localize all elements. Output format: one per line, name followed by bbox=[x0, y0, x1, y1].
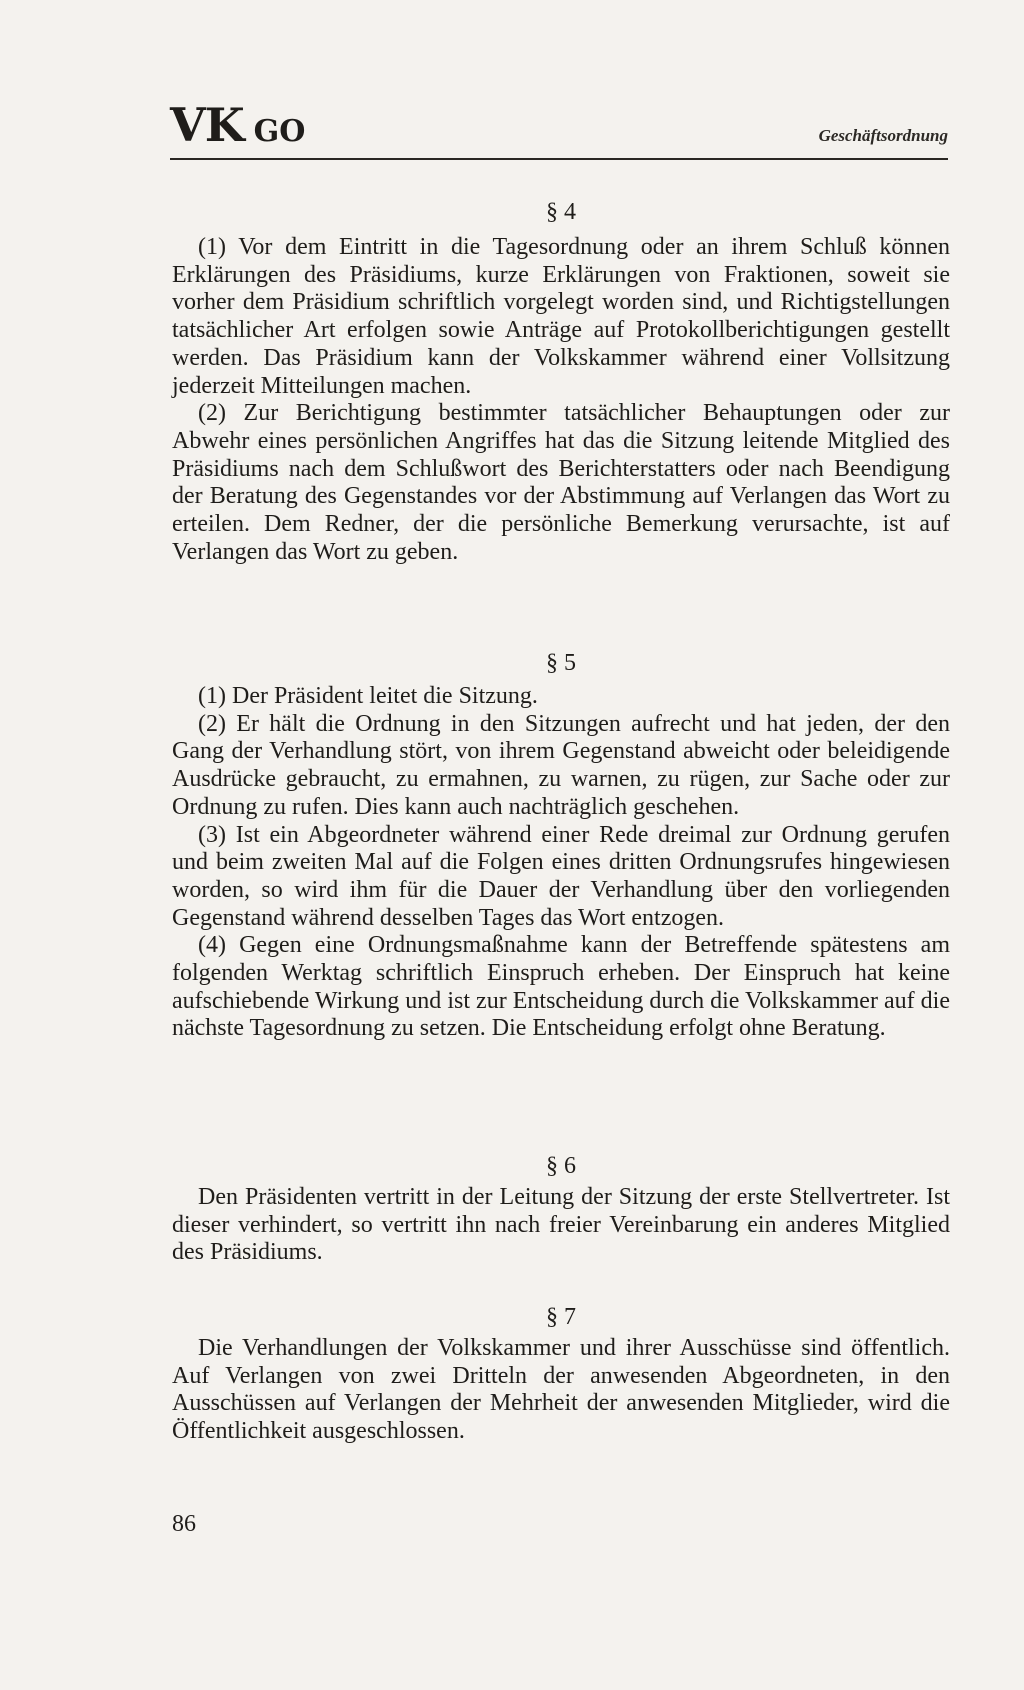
paragraph: (4) Gegen eine Ordnungsmaßnahme kann der Betreffende spätestens am folgenden Werktag schriftlich Einspruch erheben. Der Einspruch hat keine aufschiebende Wirkung und ist zur Entscheidung durch die Volkskammer auf die nächste Tagesordnung zu setzen. Die Entscheidung erfolgt ohne Beratung. bbox=[172, 932, 950, 1042]
section-7-title: § 7 bbox=[546, 1304, 576, 1330]
paragraph: (1) Der Präsident leitet die Sitzung. bbox=[198, 683, 538, 709]
section-6-body bbox=[172, 1184, 950, 1267]
paragraph: (2) Er hält die Ordnung in den Sitzungen aufrecht und hat jeden, der den Gang der Verhandlung stört, von ihrem Gegenstand abweicht oder beleidigende Ausdrücke gebraucht, zu ermahnen, zu warnen, zu rügen, zur Sache oder zur Ordnung zu rufen. Dies kann auch nachträglich geschehen. bbox=[172, 710, 950, 820]
paragraph: Die Verhandlungen der Volkskammer und ihrer Ausschüsse sind öffentlich. Auf Verlangen von zwei Dritteln der anwesenden Abgeordneten, in den Ausschüssen auf Verlangen der Mehrheit der anwesenden Mitglieder, wird die Öffentlichkeit ausgeschlossen. bbox=[172, 1335, 950, 1445]
section-5-title: § 5 bbox=[546, 650, 576, 676]
section-4-body bbox=[172, 234, 950, 566]
header-brand bbox=[170, 98, 306, 152]
section-4-title: § 4 bbox=[546, 199, 576, 225]
section-6-title: § 6 bbox=[546, 1153, 576, 1179]
header-rule bbox=[170, 158, 948, 160]
brand-subtitle: GO bbox=[253, 114, 306, 149]
paragraph: (2) Zur Berichtigung bestimmter tatsächlicher Behauptungen oder zur Abwehr eines persönlichen Angriffes hat das die Sitzung leitende Mitglied des Präsidiums nach dem Schlußwort des Berichterstatters oder nach Beendigung der Beratung des Gegenstandes vor der Abstimmung auf Verlangen das Wort zu erteilen. Dem Redner, der die persönliche Bemerkung verursachte, ist auf Verlangen das Wort zu geben. bbox=[172, 400, 950, 565]
page-header bbox=[170, 100, 948, 160]
page-number: 86 bbox=[172, 1511, 196, 1537]
paragraph: (3) Ist ein Abgeordneter während einer Rede dreimal zur Ordnung gerufen und beim zweiten Mal auf die Folgen eines dritten Ordnungsrufes hingewiesen worden, so wird ihm für die Dauer der Verhandlung über den vorliegenden Gegenstand während desselben Tages das Wort entzogen. bbox=[172, 821, 950, 931]
section-7-body bbox=[172, 1335, 950, 1446]
section-5-body bbox=[172, 683, 950, 1043]
brand-mark: VK bbox=[170, 98, 244, 152]
running-title: Geschäftsordnung bbox=[818, 126, 948, 145]
paragraph: Den Präsidenten vertritt in der Leitung der Sitzung der erste Stellvertreter. Ist dieser verhindert, so vertritt ihn nach freier Vereinbarung ein anderes Mitglied des Präsidiums. bbox=[172, 1184, 950, 1266]
paragraph: (1) Vor dem Eintritt in die Tagesordnung oder an ihrem Schluß können Erklärungen des Präsidiums, kurze Erklärungen von Fraktionen, soweit sie vorher dem Präsidium schriftlich vorgelegt worden sind, und Richtigstellungen tatsächlicher Art erfolgen sowie Anträge auf Protokollberichtigungen gestellt werden. Das Präsidium kann der Volkskammer während einer Vollsitzung jederzeit Mitteilungen machen. bbox=[172, 234, 950, 399]
